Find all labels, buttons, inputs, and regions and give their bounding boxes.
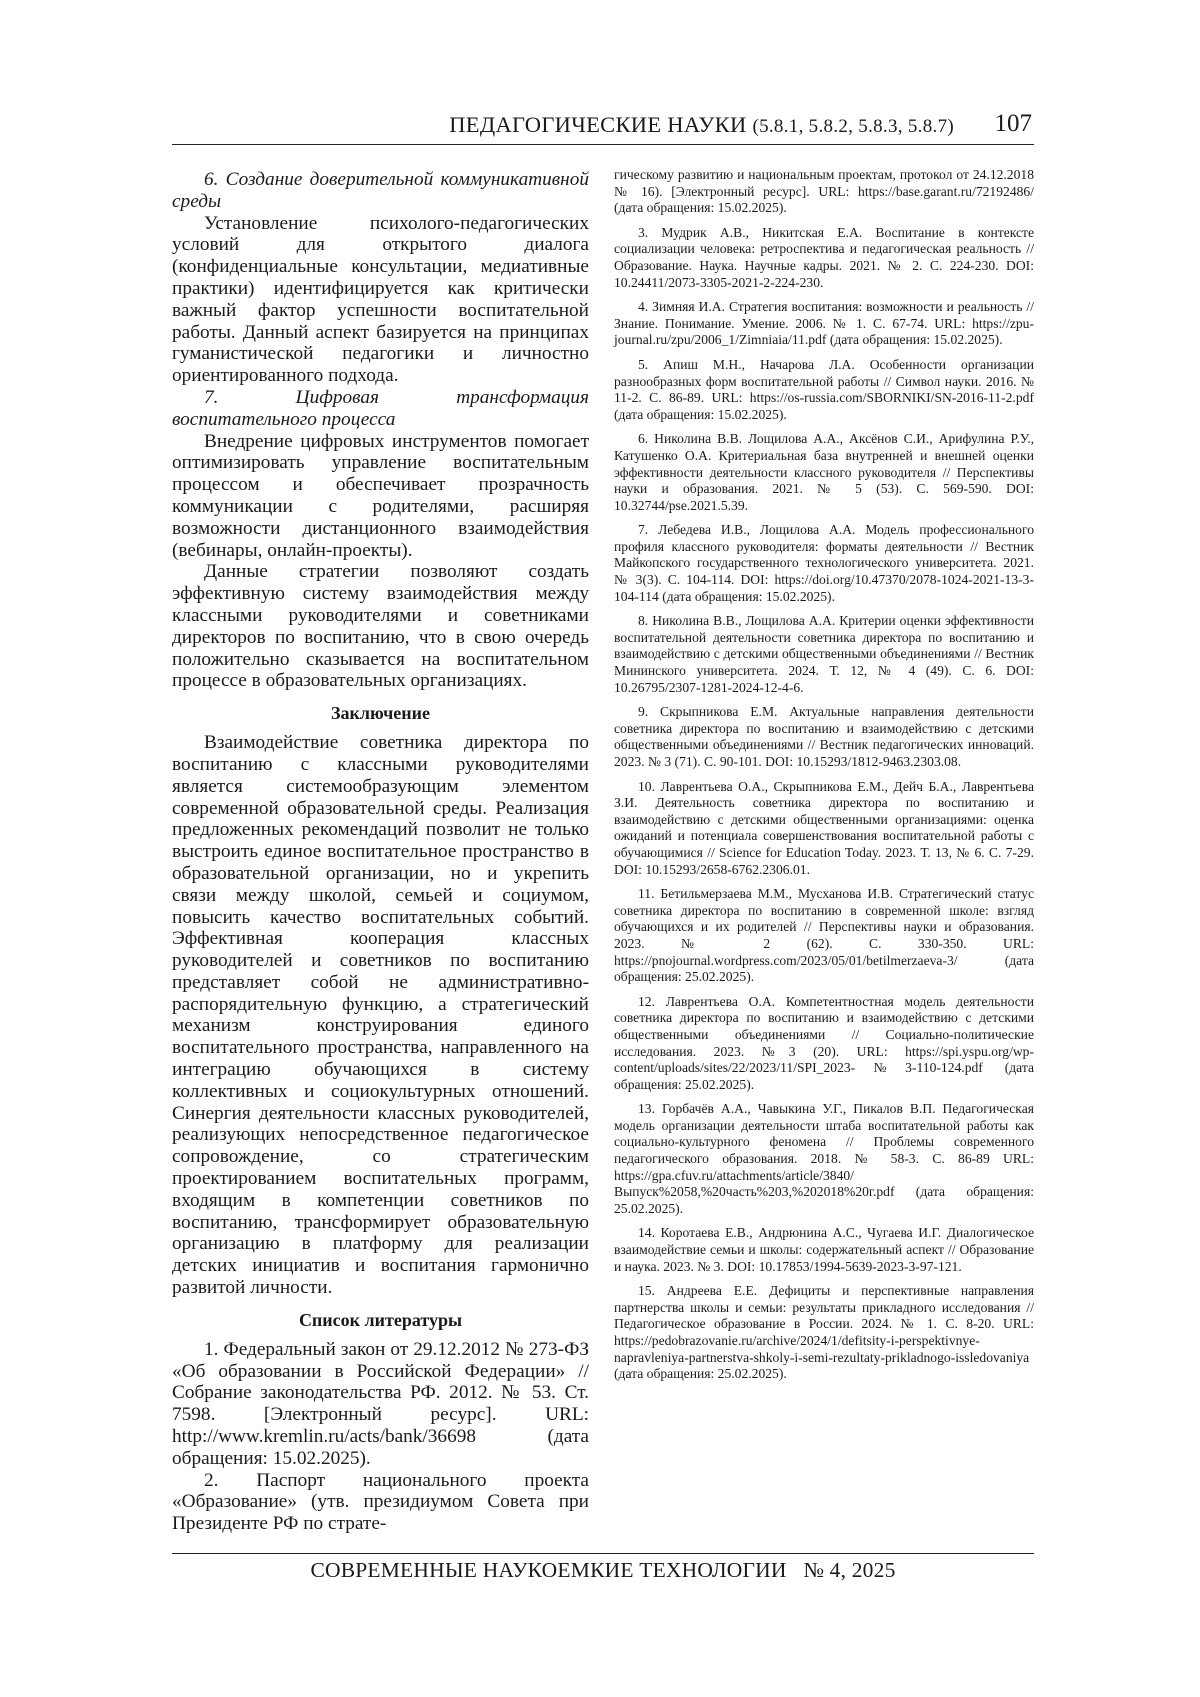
reference-6: 6. Николина В.В. Лощилова А.А., Аксёнов С.И., Арифулина Р.У., Катушенко О.А. Критериальная база внутренней и внешней оценки эффективности деятельности классного руководителя // Перспективы науки и образования. 2021. № 5 (53). С. 569-590. DOI: 10.32744/pse.2021.5.39.	[614, 431, 1034, 513]
reference-1: 1. Федеральный закон от 29.12.2012 № 273-ФЗ «Об образовании в Российской Федерации» // Собрание законодательства РФ. 2012. № 53. Ст. 7598. [Электронный ресурс]. URL: http://www.kremlin.ru/acts/bank/36698 (дата обращения: 15.02.2025).	[172, 1338, 589, 1469]
reference-13: 13. Горбачёв А.А., Чавыкина У.Г., Пикалов В.П. Педагогическая модель организации деятельности штаба воспитательной работы как социально-культурного феномена // Проблемы современного педагогического образования. 2018. № 58-3. С. 86-89 URL: https://gpa.cfuv.ru/attachments/article/3840/Выпуск%2058,%20часть%203,%202018%20г.pdf (дата обращения: 25.02.2025).	[614, 1101, 1034, 1216]
left-column	[172, 169, 589, 1535]
reference-11: 11. Бетильмерзаева М.М., Мусханова И.В. Стратегический статус советника директора по воспитанию в современной школе: взгляд обучающихся и их родителей // Перспективы науки и образования. 2023. № 2 (62). С. 330-350. URL: https://pnojournal.wordpress.com/2023/05/01/betilmerzaeva-3/ (дата обращения: 25.02.2025).	[614, 886, 1034, 985]
reference-4: 4. Зимняя И.А. Стратегия воспитания: возможности и реальность // Знание. Понимание. Умение. 2006. № 1. С. 67-74. URL: https://zpu-journal.ru/zpu/2006_1/Zimniaia/11.pdf (дата обращения: 15.02.2025).	[614, 299, 1034, 348]
section-codes: (5.8.1, 5.8.2, 5.8.3, 5.8.7)	[752, 116, 954, 137]
reference-7: 7. Лебедева И.В., Лощилова А.А. Модель профессионального профиля классного руководителя: форматы деятельности // Вестник Майкопского государственного технологического университета. 2021. № 3(3). С. 104-114. DOI: https://doi.org/10.47370/2078-1024-2021-13-3-104-114 (дата обращения: 15.02.2025).	[614, 522, 1034, 604]
page-number: 107	[994, 110, 1032, 137]
reference-8: 8. Николина В.В., Лощилова А.А. Критерии оценки эффективности воспитательной деятельности советника директора по воспитанию и взаимодействию с детскими общественными объединениями // Вестник Мининского университета. 2024. Т. 12, № 4 (49). С. 6. DOI: 10.26795/2307-1281-2024-12-4-6.	[614, 613, 1034, 695]
running-header	[172, 110, 1034, 145]
reference-12: 12. Лаврентьева О.А. Компетентностная модель деятельности советника директора по воспитанию и взаимодействию с детскими общественными объединениями // Социально-политические исследования. 2023. №3 (20). URL: https://spi.yspu.org/wp-content/uploads/sites/22/2023/11/SPI_2023-№3-110-124.pdf (дата обращения: 25.02.2025).	[614, 993, 1034, 1092]
reference-14: 14. Коротаева Е.В., Андрюнина А.С., Чугаева И.Г. Диалогическое взаимодействие семьи и школы: содержательный аспект // Образование и наука. 2023. № 3. DOI: 10.17853/1994-5639-2023-3-97-121.	[614, 1225, 1034, 1274]
reference-2: 2. Паспорт национального проекта «Образование» (утв. президиумом Совета при Президенте РФ по страте-	[172, 1469, 589, 1535]
journal-name: СОВРЕМЕННЫЕ НАУКОЕМКИЕ ТЕХНОЛОГИИ	[310, 1558, 787, 1582]
issue-number: № 4, 2025	[803, 1558, 896, 1582]
paragraph-strategies-summary: Данные стратегии позволяют создать эффективную систему взаимодействия между классными руководителями и советниками директоров по воспитанию, что в свою очередь положительно сказывается на воспитательном процессе в образовательных организациях.	[172, 561, 589, 692]
reference-2-continued: гическому развитию и национальным проектам, протокол от 24.12.2018 № 16). [Электронный ресурс]. URL: https://base.garant.ru/72192486/ (дата обращения: 15.02.2025).	[614, 167, 1034, 216]
reference-5: 5. Апиш М.Н., Начарова Л.А. Особенности организации разнообразных форм воспитательной работы // Символ науки. 2016. № 11-2. С. 86-89. URL: https://os-russia.com/SBORNIKI/SN-2016-11-2.pdf (дата обращения: 15.02.2025).	[614, 356, 1034, 422]
reference-9: 9. Скрыпникова Е.М. Актуальные направления деятельности советника директора по воспитанию и взаимодействию с детскими общественными объединениями // Вестник педагогических инноваций. 2023. № 3 (71). С. 90-101. DOI: 10.15293/1812-9463.2303.08.	[614, 704, 1034, 769]
running-footer	[172, 1553, 1034, 1583]
conclusion-heading: Заключение	[331, 703, 430, 724]
footer-text	[172, 1558, 1034, 1583]
journal-section-title	[449, 112, 954, 138]
conclusion-paragraph: Взаимодействие советника директора по воспитанию с классными руководителями является системообразующим элементом современной образовательной среды. Реализация предложенных рекомендаций позволит не только выстроить единое воспитательное пространство в образовательной организации, но и укрепить связи между школой, семьей и социумом, повысить качество воспитательных событий. Эффективная кооперация классных руководителей и советников по воспитанию представляет собой не административно-распорядительную функцию, а стратегический механизм конструирования единого воспитательного пространства, направленного на интеграцию обучающихся в систему коллективных и социокультурных отношений. Синергия деятельности классных руководителей, реализующих непосредственное педагогическое сопровождение, со стратегическим проектированием воспитательных программ, входящим в компетенции советников по воспитанию, трансформирует образовательную организацию в платформу для реализации детских инициатив и воспитания гармонично развитой личности.	[172, 732, 589, 1299]
subsection-title-6: 6. Создание доверительной коммуникативной среды	[172, 169, 589, 212]
section-name: ПЕДАГОГИЧЕСКИЕ НАУКИ	[449, 112, 747, 137]
paragraph-trust-communication: Установление психолого-педагогических условий для открытого диалога (конфиденциальные консультации, медиативные практики) идентифицируется как критически важный фактор успешности воспитательной работы. Данный аспект базируется на принципах гуманистической педагогики и личностно ориентированного подхода.	[172, 212, 589, 387]
reference-3: 3. Мудрик А.В., Никитская Е.А. Воспитание в контексте социализации человека: ретроспектива и педагогическая реальность // Образование. Наука. Научные кадры. 2021. № 2. С. 224-230. DOI: 10.24411/2073-3305-2021-2-224-230.	[614, 224, 1034, 290]
references-heading: Список литературы	[298, 1309, 463, 1330]
paragraph-digital-transformation: Внедрение цифровых инструментов помогает оптимизировать управление воспитательным процессом и обеспечивает прозрачность коммуникации с родителями, расширяя возможности дистанционного взаимодействия (вебинары, онлайн-проекты).	[172, 430, 589, 561]
right-column	[614, 167, 1034, 1391]
references-list-left	[172, 1339, 589, 1535]
subsection-title-7: 7. Цифровая трансформация воспитательного процесса	[172, 386, 589, 430]
reference-15: 15. Андреева Е.Е. Дефициты и перспективные направления партнерства школы и семьи: результаты прикладного исследования // Педагогическое образование в России. 2024. № 1. С. 8-20. URL: https://pedobrazovanie.ru/archive/2024/1/defitsity-i-perspektivnye-napravleniya-partnerstva-shkoly-i-semi-rezultaty-prikladnogo-issledovaniya (дата обращения: 25.02.2025).	[614, 1283, 1034, 1382]
reference-10: 10. Лаврентьева О.А., Скрыпникова Е.М., Дейч Б.А., Лаврентьева З.И. Деятельность советника директора по воспитанию и взаимодействию с детскими общественными организациями: оценка ожиданий и потенциала совершенствования воспитательной работы с обучающимися // Science for Education Today. 2023. Т. 13, № 6. С. 7-29. DOI: 10.15293/2658-6762.2306.01.	[614, 778, 1034, 877]
